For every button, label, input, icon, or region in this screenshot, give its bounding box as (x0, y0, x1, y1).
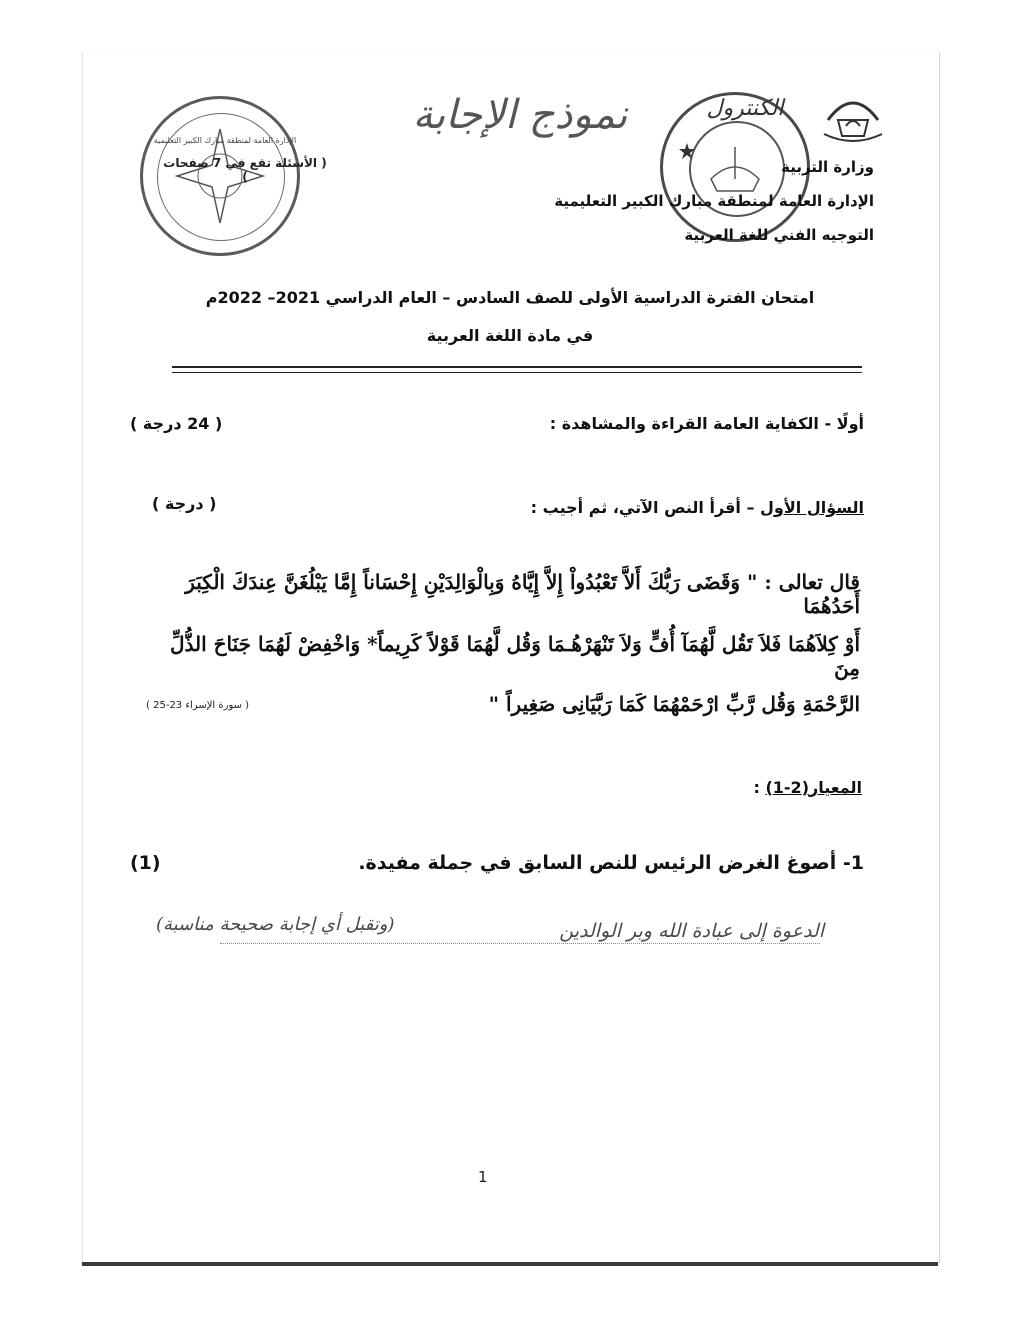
stamp-right-text: الكنترول (706, 96, 784, 121)
section-heading: أولًا - الكفاية العامة القراءة والمشاهدة : (549, 414, 864, 433)
criterion-code: (2-1) (765, 778, 809, 797)
criterion-label: المعيار (809, 778, 862, 797)
background (0, 0, 82, 1320)
kuwait-emblem-icon (820, 90, 886, 146)
criterion (753, 778, 862, 797)
question-label: السؤال الأول (760, 498, 864, 517)
stamp-left-text: الإدارة العامة لمنطقة مبارك الكبير التعليمية (153, 136, 297, 145)
page-bottom-edge (82, 1262, 938, 1266)
item-1-marks: (1) (130, 852, 161, 874)
page-number: 1 (478, 1168, 488, 1186)
question-instruction: – أقرأ النص الآتي، ثم أجيب : (530, 498, 761, 517)
quran-quote-line-2: أَوْ كِلاَهُمَا فَلاَ تَقُل لَّهُمَآ أُفٍّ وَلاَ تَنْهَرْهُـمَا وَقُل لَّهُمَا قَوْلاً كَرِيماً* وَاخْفِضْ لَهُمَا جَنَاحَ الذُّلِّ مِنَ (170, 632, 860, 680)
exam-title: امتحان الفترة الدراسية الأولى للصف السادس – العام الدراسي 2021– 2022م (205, 288, 815, 307)
criterion-suffix: : (753, 778, 766, 797)
question-marks: ( درجة ) (152, 494, 217, 513)
exam-subject: في مادة اللغة العربية (426, 326, 594, 345)
handwritten-answer-note: (وتقبل أي إجابة صحيحة مناسبة) (156, 914, 395, 935)
pages-note: ( الأسئلة تقع في 7 صفحات ) (163, 156, 327, 184)
question-heading (531, 498, 864, 517)
section-marks: ( 24 درجة ) (130, 414, 223, 433)
item-1-text: 1- أصوغ الغرض الرئيس للنص السابق في جملة مفيدة. (358, 852, 864, 874)
header-divider-top (172, 366, 862, 368)
quran-quote-line-3: الرَّحْمَةِ وَقُل رَّبِّ ارْحَمْهُمَا كَمَا رَبَّيَانِى صَغِيراً " (488, 692, 860, 716)
answer-line (220, 942, 820, 944)
ministry-name: وزارة التربية (781, 158, 874, 176)
handwritten-answer: الدعوة إلى عبادة الله وبر الوالدين (559, 920, 824, 942)
directorate-name: الإدارة العامة لمنطقة مبارك الكبير التعليمية (554, 192, 874, 210)
handwritten-title: نموذج الإجابة (412, 92, 628, 138)
quote-source: ( سورة الإسراء 23-25 ) (146, 700, 250, 711)
department-name: التوجيه الفني للغة العربية (684, 226, 874, 244)
quran-quote-line-1: قال تعالى : " وَقَضَى رَبُّكَ أَلاَّ تَعْبُدُواْ إِلاَّ إِيَّاهُ وَبِالْوَالِدَيْنِ إِحْسَاناً إِمَّا يَبْلُغَنَّ عِندَكَ الْكِبَرَ أَحَدُهُمَا (185, 570, 860, 618)
header-divider-bottom (172, 372, 862, 373)
